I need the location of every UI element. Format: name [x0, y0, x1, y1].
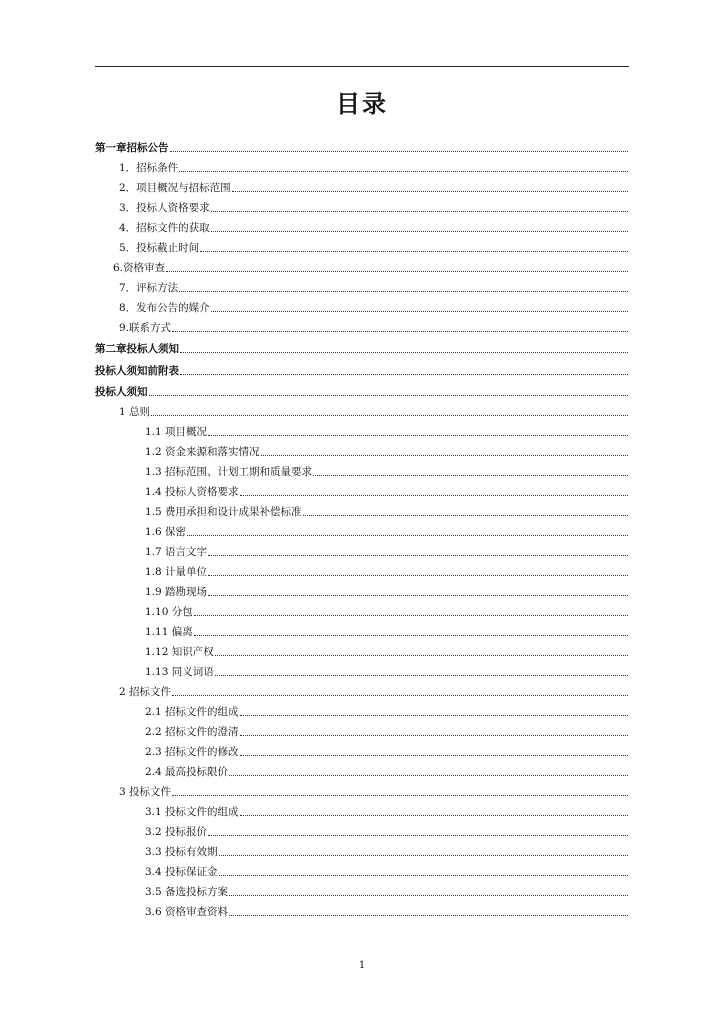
toc-entry[interactable]	[95, 679, 628, 699]
toc-dot-leader	[211, 311, 628, 312]
toc-entry-label: 2.3 招标文件的修改	[145, 746, 239, 758]
toc-entry[interactable]	[95, 539, 628, 559]
toc-entry-label: 1.10 分包	[145, 606, 193, 618]
toc-entry-label: 7．评标方法	[119, 281, 179, 294]
toc-entry-label: 第二章投标人须知	[95, 343, 179, 355]
toc-entry-label: 3.3 投标有效期	[145, 846, 218, 858]
toc-dot-leader	[179, 291, 628, 292]
toc-entry-label: 1.12 知识产权	[145, 646, 214, 658]
toc-dot-leader	[172, 331, 628, 332]
toc-dot-leader	[240, 815, 628, 816]
toc-entry-label: 1.3 招标范围、计划工期和质量要求	[145, 466, 313, 478]
toc-entry[interactable]	[95, 255, 628, 275]
toc-dot-leader	[303, 515, 628, 516]
toc-entry-label: 1.4 投标人资格要求	[145, 486, 239, 498]
toc-entry[interactable]	[95, 519, 628, 539]
toc-entry-label: 1.8 计量单位	[145, 566, 208, 578]
toc-entry[interactable]	[95, 439, 628, 459]
header-rule	[95, 66, 629, 67]
toc-entry[interactable]	[95, 839, 628, 859]
toc-entry-label: 3.5 备选投标方案	[145, 886, 229, 898]
toc-entry[interactable]	[95, 175, 628, 195]
toc-entry[interactable]	[95, 315, 628, 335]
toc-dot-leader	[180, 374, 628, 375]
toc-entry[interactable]	[95, 579, 628, 599]
toc-entry-label: 1.1 项目概况	[145, 426, 208, 438]
toc-dot-leader	[208, 555, 628, 556]
toc-dot-leader	[240, 735, 628, 736]
page-title: 目录	[336, 90, 388, 118]
toc-dot-leader	[194, 615, 628, 616]
toc-dot-leader	[313, 475, 628, 476]
toc-dot-leader	[240, 715, 628, 716]
toc-entry-label: 3 投标文件	[119, 786, 172, 798]
toc-dot-leader	[208, 575, 628, 576]
toc-dot-leader	[215, 655, 628, 656]
toc-entry[interactable]	[95, 599, 628, 619]
toc-dot-leader	[200, 251, 628, 252]
toc-entry[interactable]	[95, 215, 628, 235]
toc-entry[interactable]	[95, 899, 628, 919]
toc-entry-label: 2．项目概况与招标范围	[119, 181, 231, 194]
toc-dot-leader	[211, 231, 628, 232]
toc-entry[interactable]	[95, 719, 628, 739]
toc-entry-label: 1.9 踏勘现场	[145, 586, 208, 598]
toc-entry[interactable]	[95, 879, 628, 899]
toc-entry-label: 1.5 费用承担和设计成果补偿标准	[145, 506, 302, 518]
toc-entry[interactable]	[95, 133, 628, 155]
toc-dot-leader	[166, 271, 628, 272]
toc-entry[interactable]	[95, 275, 628, 295]
toc-entry-label: 1.6 保密	[145, 526, 187, 538]
toc-entry-label: 6.资格审查	[113, 261, 166, 274]
toc-entry-label: 1．招标条件	[119, 161, 179, 174]
toc-dot-leader	[172, 795, 628, 796]
toc-dot-leader	[229, 775, 628, 776]
toc-dot-leader	[194, 635, 628, 636]
toc-entry[interactable]	[95, 759, 628, 779]
table-of-contents	[95, 133, 628, 919]
toc-dot-leader	[208, 435, 628, 436]
toc-dot-leader	[240, 495, 628, 496]
toc-entry-label: 3.2 投标报价	[145, 826, 208, 838]
toc-dot-leader	[229, 915, 628, 916]
toc-dot-leader	[215, 675, 628, 676]
toc-entry-label: 第一章招标公告	[95, 141, 169, 154]
page-number: 1	[358, 960, 366, 971]
toc-entry-label: 4．招标文件的获取	[119, 221, 210, 234]
toc-entry-label: 2.2 招标文件的澄清	[145, 726, 239, 738]
toc-entry[interactable]	[95, 419, 628, 439]
toc-entry[interactable]	[95, 499, 628, 519]
toc-entry-label: 3．投标人资格要求	[119, 201, 210, 214]
toc-entry-label: 2.1 招标文件的组成	[145, 706, 239, 718]
toc-entry[interactable]	[95, 155, 628, 175]
toc-dot-leader	[179, 171, 628, 172]
toc-entry[interactable]	[95, 195, 628, 215]
toc-entry-label: 3.4 投标保证金	[145, 866, 218, 878]
toc-entry-label: 2.4 最高投标限价	[145, 766, 229, 778]
toc-dot-leader	[172, 695, 628, 696]
toc-entry[interactable]	[95, 335, 628, 357]
toc-entry[interactable]	[95, 639, 628, 659]
toc-entry-label: 9.联系方式	[119, 321, 172, 334]
toc-entry[interactable]	[95, 699, 628, 719]
toc-entry-label: 投标人须知前附表	[95, 364, 179, 377]
toc-entry[interactable]	[95, 295, 628, 315]
toc-entry-label: 1.13 同义词语	[145, 666, 214, 678]
toc-entry-label: 1 总则	[119, 406, 151, 418]
toc-dot-leader	[219, 875, 628, 876]
toc-entry-label: 1.11 偏离	[145, 626, 193, 638]
toc-entry[interactable]	[95, 619, 628, 639]
toc-dot-leader	[240, 755, 628, 756]
toc-entry-label: 2 招标文件	[119, 686, 172, 698]
toc-dot-leader	[219, 855, 628, 856]
toc-entry-label: 3.1 投标文件的组成	[145, 806, 239, 818]
toc-dot-leader	[208, 595, 628, 596]
toc-dot-leader	[261, 455, 628, 456]
toc-entry[interactable]	[95, 235, 628, 255]
toc-entry[interactable]	[95, 459, 628, 479]
toc-entry[interactable]	[95, 659, 628, 679]
toc-entry-label: 1.7 语言文字	[145, 546, 208, 558]
toc-dot-leader	[229, 895, 628, 896]
toc-dot-leader	[232, 191, 628, 192]
toc-entry-label: 1.2 资金来源和落实情况	[145, 446, 260, 458]
toc-entry[interactable]	[95, 559, 628, 579]
toc-dot-leader	[151, 415, 628, 416]
toc-dot-leader	[149, 395, 629, 396]
toc-entry-label: 投标人须知	[95, 386, 148, 398]
toc-entry[interactable]	[95, 819, 628, 839]
toc-entry-label: 3.6 资格审查资料	[145, 906, 229, 918]
toc-entry[interactable]	[95, 799, 628, 819]
toc-dot-leader	[187, 535, 628, 536]
toc-entry[interactable]	[95, 479, 628, 499]
toc-entry[interactable]	[95, 739, 628, 759]
toc-dot-leader	[170, 151, 629, 152]
toc-entry-label: 5．投标截止时间	[119, 241, 200, 254]
toc-entry[interactable]	[95, 378, 628, 400]
toc-entry[interactable]	[95, 859, 628, 879]
toc-dot-leader	[180, 352, 628, 353]
toc-dot-leader	[211, 211, 628, 212]
toc-entry-label: 8．发布公告的媒介	[119, 301, 210, 314]
toc-entry[interactable]	[95, 399, 628, 419]
toc-entry[interactable]	[95, 779, 628, 799]
toc-entry[interactable]	[95, 356, 628, 378]
toc-dot-leader	[208, 835, 628, 836]
